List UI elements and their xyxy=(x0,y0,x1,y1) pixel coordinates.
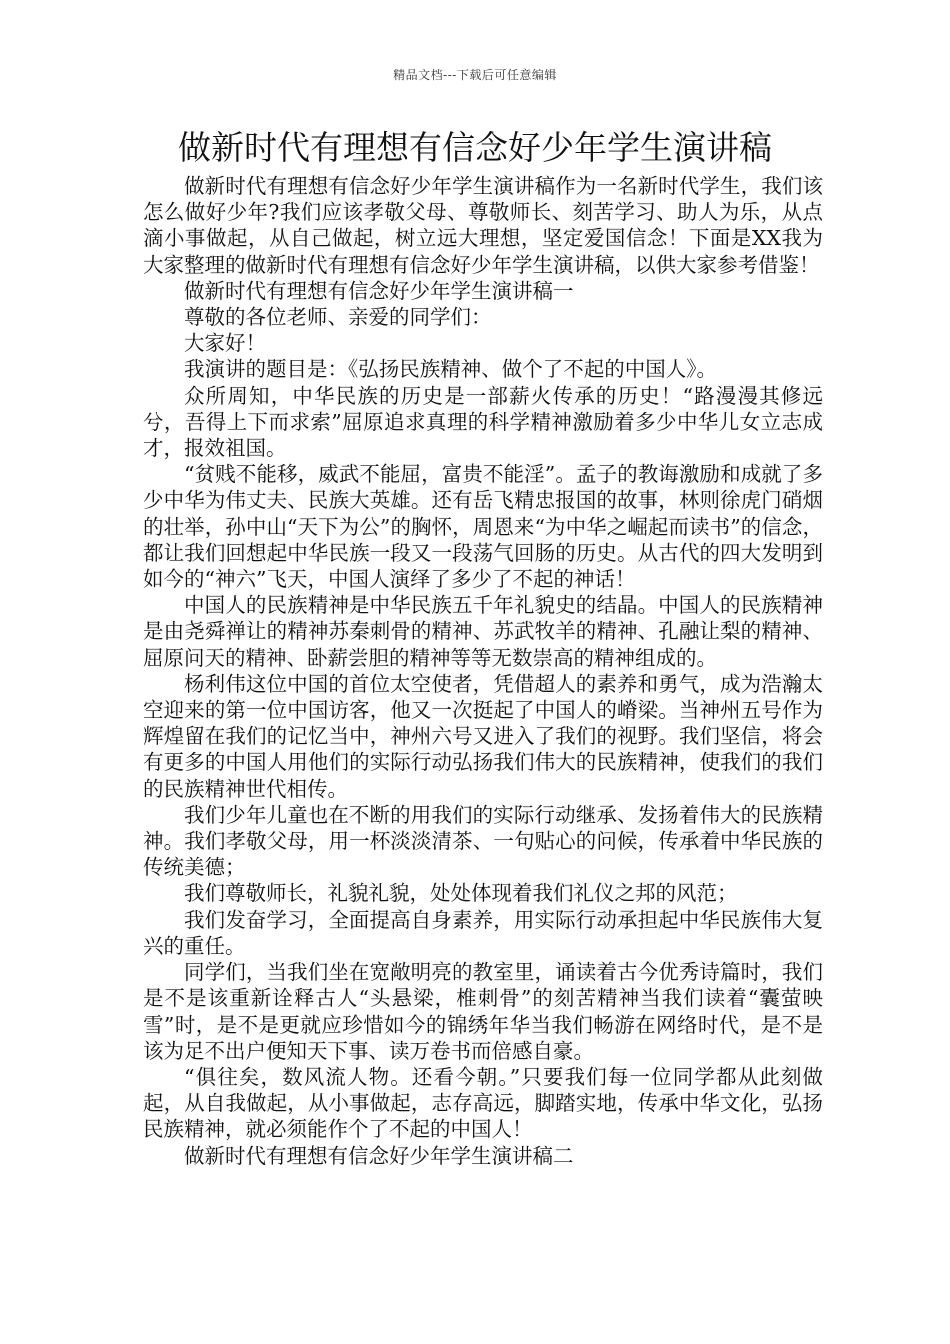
paragraph-intro: 做新时代有理想有信念好少年学生演讲稿作为一名新时代学生，我们该怎么做好少年?我们应该孝敬父母、尊敬师长、刻苦学习、助人为乐，从点滴小事做起，从自己做起，树立远大理想，坚定爱国信念！下面是XX我为大家整理的做新时代有理想有信念好少年学生演讲稿，以供大家参考借鉴！ xyxy=(143,174,823,277)
paragraph: 我们少年儿童也在不断的用我们的实际行动继承、发扬着伟大的民族精神。我们孝敬父母，用一杯淡淡清茶、一句贴心的问候，传承着中华民族的传统美德； xyxy=(143,802,823,880)
paragraph: 中国人的民族精神是中华民族五千年礼貌史的结晶。中国人的民族精神是由尧舜禅让的精神苏秦刺骨的精神、苏武牧羊的精神、孔融让梨的精神、屈原问天的精神、卧薪尝胆的精神等等无数崇高的精神组成的。 xyxy=(143,593,823,670)
paragraph: 杨利伟这位中国的首位太空使者，凭借超人的素养和勇气，成为浩瀚太空迎来的第一位中国访客，他又一次挺起了中国人的嵴梁。当神州五号作为辉煌留在我们的记忆当中，神州六号又进入了我们的视野。我们坚信，将会有更多的中国人用他们的实际行动弘扬我们伟大的民族精神，使我们的我们的民族精神世代相传。 xyxy=(143,671,823,801)
paragraph: “俱往矣，数风流人物。还看今朝。”只要我们每一位同学都从此刻做起，从自我做起，从小事做起，志存高远，脚踏实地，传承中华文化，弘扬民族精神，就必须能作个了不起的中国人！ xyxy=(143,1064,823,1142)
paragraph-topic: 我演讲的题目是：《弘扬民族精神、做个了不起的中国人》。 xyxy=(184,357,717,382)
paragraph: 同学们，当我们坐在宽敞明亮的教室里，诵读着古今优秀诗篇时，我们是不是该重新诠释古人“头悬梁，椎刺骨”的刻苦精神当我们读着“囊萤映雪”时，是不是更就应珍惜如今的锦绣年华当我们畅游在网络时代，是不是该为足不出户便知天下事、读万卷书而倍感自豪。 xyxy=(143,960,823,1063)
paragraph: “贫贱不能移，威武不能屈，富贵不能淫”。孟子的教诲激励和成就了多少中华为伟丈夫、民族大英雄。还有岳飞精忠报国的故事，林则徐虎门硝烟的壮举，孙中山“天下为公”的胸怀，周恩来“为中华之崛起而读书”的信念，都让我们回想起中华民族一段又一段荡气回肠的历史。从古代的四大发明到如今的“神六”飞天，中国人演绎了多少了不起的神话！ xyxy=(143,462,823,592)
paragraph: 我们尊敬师长，礼貌礼貌，处处体现着我们礼仪之邦的风范； xyxy=(184,881,738,906)
paragraph: 我们发奋学习，全面提高自身素养，用实际行动承担起中华民族伟大复兴的重任。 xyxy=(143,907,823,958)
paragraph-section-two-heading: 做新时代有理想有信念好少年学生演讲稿二 xyxy=(184,1143,574,1168)
page-header: 精品文档---下载后可任意编辑 xyxy=(393,68,557,82)
document-title: 做新时代有理想有信念好少年学生演讲稿 xyxy=(178,128,772,167)
paragraph-section-one-heading: 做新时代有理想有信念好少年学生演讲稿一 xyxy=(184,278,574,303)
paragraph-salutation: 尊敬的各位老师、亲爱的同学们： xyxy=(184,305,492,330)
paragraph-greeting: 大家好！ xyxy=(184,331,266,356)
paragraph: 众所周知，中华民族的历史是一部薪火传承的历史！“路漫漫其修远兮，吾得上下而求索”屈原追求真理的科学精神激励着多少中华儿女立志成才，报效祖国。 xyxy=(143,383,823,461)
document-body xyxy=(143,173,823,1169)
